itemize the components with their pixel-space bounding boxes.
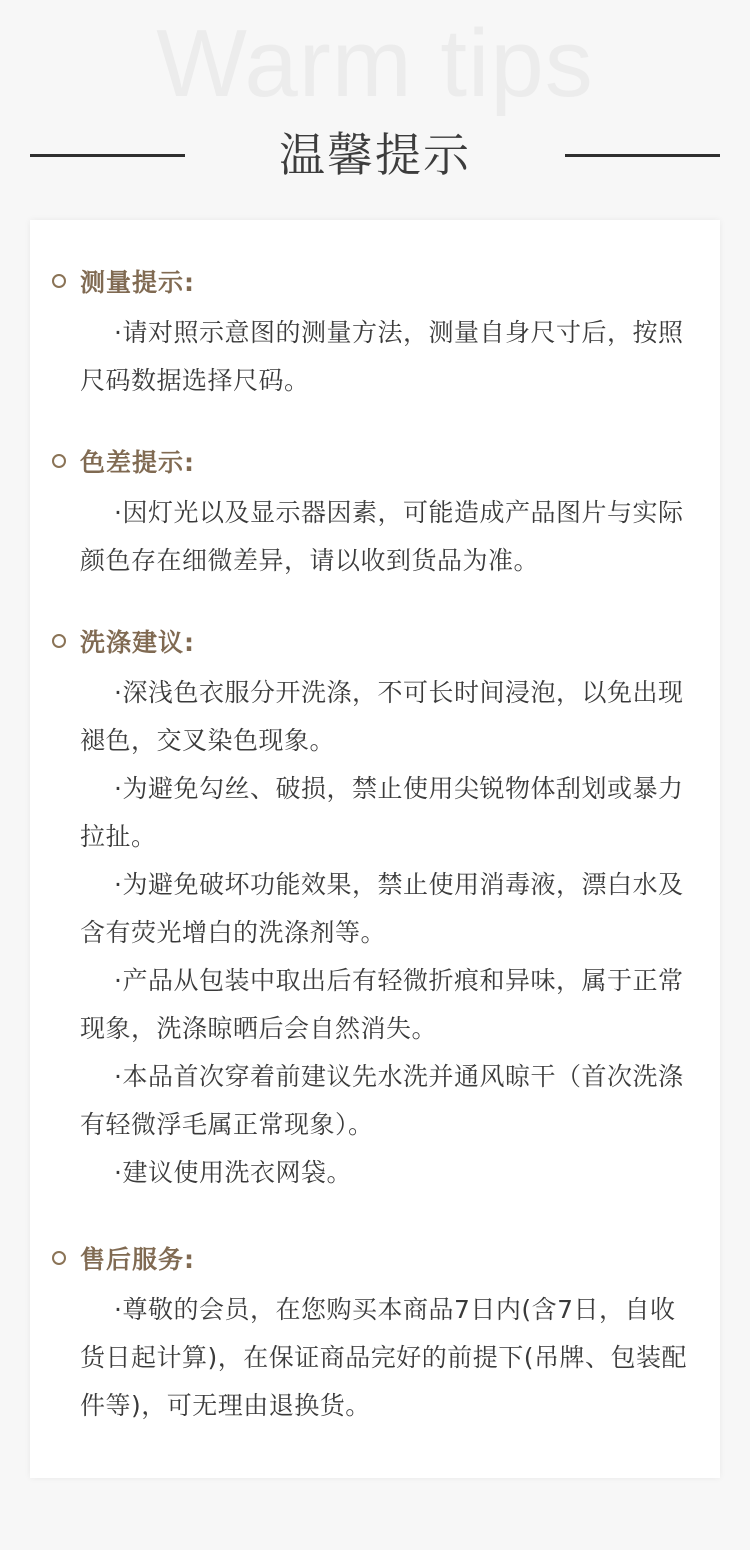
section-title-washing (52, 623, 195, 659)
after-sales-tip-1: ·尊敬的会员，在您购买本商品7日内(含7日，自收货日起计算)，在保证商品完好的前提下(吊牌、包装配件等)，可无理由退换货。 (80, 1295, 688, 1420)
measurement-tip-1: ·请对照示意图的测量方法，测量自身尺寸后，按照尺码数据选择尺码。 (80, 318, 684, 395)
washing-tip-2: ·为避免勾丝、破损，禁止使用尖锐物体刮划或暴力拉扯。 (80, 774, 684, 851)
background-title: Warm tips (156, 10, 594, 117)
section-title-after-sales (52, 1240, 195, 1276)
header (0, 0, 750, 200)
washing-tip-4: ·产品从包装中取出后有轻微折痕和异味，属于正常现象，洗涤晾晒后会自然消失。 (80, 966, 684, 1043)
section-title-text: 测量提示: (80, 268, 195, 297)
circle-bullet-icon (52, 454, 66, 468)
washing-tip-3: ·为避免破坏功能效果，禁止使用消毒液，漂白水及含有荧光增白的洗涤剂等。 (80, 870, 684, 947)
circle-bullet-icon (52, 1251, 66, 1265)
circle-bullet-icon (52, 274, 66, 288)
color-difference-tip-1: ·因灯光以及显示器因素，可能造成产品图片与实际颜色存在细微差异，请以收到货品为准。 (80, 498, 684, 575)
footer-spacing (0, 1478, 750, 1550)
washing-tip-6: ·建议使用洗衣网袋。 (114, 1158, 352, 1187)
tips-card (30, 220, 720, 1478)
section-title-measurement (52, 263, 195, 299)
section-title-text: 售后服务: (80, 1245, 195, 1274)
section-title-color-difference (52, 443, 195, 479)
page-title: 温馨提示 (279, 128, 471, 182)
washing-tip-1: ·深浅色衣服分开洗涤，不可长时间浸泡，以免出现褪色，交叉染色现象。 (80, 678, 684, 755)
section-title-text: 洗涤建议: (80, 628, 195, 657)
title-divider-right (565, 154, 720, 157)
circle-bullet-icon (52, 634, 66, 648)
section-title-text: 色差提示: (80, 448, 195, 477)
washing-tip-5: ·本品首次穿着前建议先水洗并通风晾干（首次洗涤有轻微浮毛属正常现象）。 (80, 1062, 684, 1139)
